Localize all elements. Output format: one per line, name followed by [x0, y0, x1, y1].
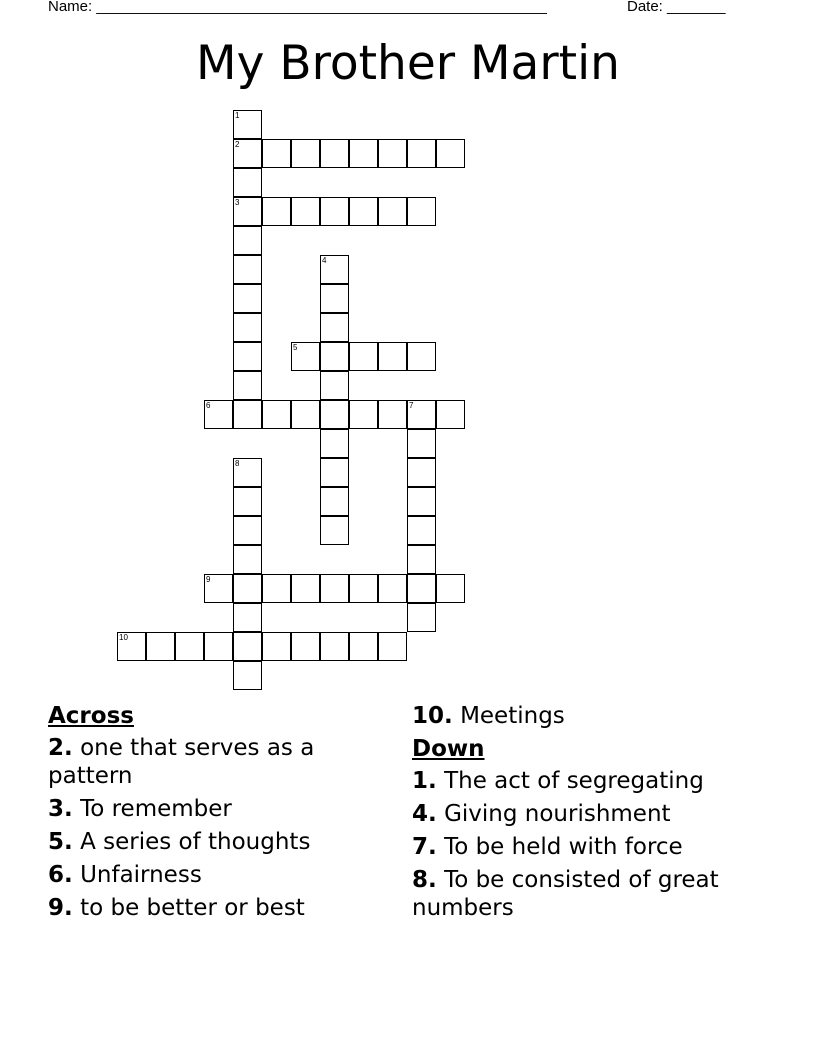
- grid-cell[interactable]: [378, 400, 407, 429]
- clue-text: to be better or best: [80, 895, 305, 921]
- grid-cell[interactable]: [378, 197, 407, 226]
- down-clue: [412, 833, 772, 861]
- cell-number: 3: [235, 198, 240, 207]
- grid-cell[interactable]: [320, 371, 349, 400]
- clue-number: 3.: [48, 796, 73, 822]
- grid-cell[interactable]: [204, 632, 233, 661]
- cell-number: 4: [322, 256, 327, 265]
- clues-left-column: [48, 702, 368, 927]
- clue-text: Giving nourishment: [444, 801, 671, 827]
- down-clue: [412, 800, 772, 828]
- grid-cell[interactable]: [407, 458, 436, 487]
- grid-cell[interactable]: [291, 342, 320, 371]
- grid-cell[interactable]: [436, 139, 465, 168]
- grid-cell[interactable]: [349, 632, 378, 661]
- clue-text: Meetings: [460, 703, 565, 729]
- grid-cell[interactable]: [291, 197, 320, 226]
- grid-cell[interactable]: [204, 574, 233, 603]
- grid-cell[interactable]: [349, 197, 378, 226]
- clue-text: one that serves as a pattern: [48, 735, 315, 789]
- grid-cell[interactable]: [320, 255, 349, 284]
- grid-cell[interactable]: [320, 139, 349, 168]
- clue-text: A series of thoughts: [80, 829, 311, 855]
- grid-cell[interactable]: [233, 458, 262, 487]
- cell-number: 2: [235, 140, 240, 149]
- name-field-label: Name: ______________________________________________________: [48, 0, 547, 15]
- grid-cell[interactable]: [233, 545, 262, 574]
- clue-number: 8.: [412, 867, 437, 893]
- down-heading: Down: [412, 736, 485, 762]
- grid-cell[interactable]: [233, 139, 262, 168]
- down-clue: [412, 866, 772, 922]
- grid-cell[interactable]: [378, 632, 407, 661]
- grid-cell[interactable]: [233, 226, 262, 255]
- grid-cell[interactable]: [233, 371, 262, 400]
- grid-cell[interactable]: [407, 487, 436, 516]
- clue-number: 10.: [412, 703, 453, 729]
- grid-cell[interactable]: [233, 284, 262, 313]
- clue-text: To be consisted of great numbers: [412, 867, 719, 921]
- grid-cell[interactable]: [262, 197, 291, 226]
- cell-number: 1: [235, 111, 240, 120]
- grid-cell[interactable]: [146, 632, 175, 661]
- clue-text: The act of segregating: [444, 768, 704, 794]
- grid-cell[interactable]: [407, 400, 436, 429]
- across-clue: [48, 795, 368, 823]
- grid-cell[interactable]: [233, 313, 262, 342]
- grid-cell[interactable]: [320, 516, 349, 545]
- grid-cell[interactable]: [407, 139, 436, 168]
- grid-cell[interactable]: [233, 574, 262, 603]
- grid-cell[interactable]: [233, 516, 262, 545]
- grid-cell[interactable]: [291, 400, 320, 429]
- cell-number: 6: [206, 401, 211, 410]
- grid-cell[interactable]: [233, 487, 262, 516]
- grid-cell[interactable]: [233, 197, 262, 226]
- grid-cell[interactable]: [233, 342, 262, 371]
- grid-cell[interactable]: [117, 632, 146, 661]
- grid-cell[interactable]: [407, 342, 436, 371]
- across-heading: Across: [48, 703, 134, 729]
- clue-number: 5.: [48, 829, 73, 855]
- grid-cell[interactable]: [291, 574, 320, 603]
- grid-cell[interactable]: [436, 574, 465, 603]
- grid-cell[interactable]: [233, 632, 262, 661]
- across-clue: [48, 894, 368, 922]
- grid-cell[interactable]: [262, 139, 291, 168]
- clue-text: To remember: [80, 796, 232, 822]
- grid-cell[interactable]: [436, 400, 465, 429]
- grid-cell[interactable]: [262, 574, 291, 603]
- grid-cell[interactable]: [320, 342, 349, 371]
- grid-cell[interactable]: [378, 342, 407, 371]
- grid-cell[interactable]: [291, 139, 320, 168]
- across-clue: [48, 734, 368, 790]
- clue-number: 2.: [48, 735, 73, 761]
- across-clue: [412, 702, 772, 730]
- grid-cell[interactable]: [262, 632, 291, 661]
- grid-cell[interactable]: [320, 632, 349, 661]
- grid-cell[interactable]: [291, 632, 320, 661]
- grid-cell[interactable]: [233, 110, 262, 139]
- grid-cell[interactable]: [233, 603, 262, 632]
- grid-cell[interactable]: [407, 516, 436, 545]
- clue-number: 6.: [48, 862, 73, 888]
- grid-cell[interactable]: [233, 661, 262, 690]
- cell-number: 9: [206, 575, 211, 584]
- grid-cell[interactable]: [407, 429, 436, 458]
- grid-cell[interactable]: [175, 632, 204, 661]
- grid-cell[interactable]: [349, 574, 378, 603]
- grid-cell[interactable]: [349, 139, 378, 168]
- clue-number: 1.: [412, 768, 437, 794]
- down-clue: [412, 767, 772, 795]
- date-field-label: Date: _______: [627, 0, 726, 15]
- grid-cell[interactable]: [320, 458, 349, 487]
- grid-cell[interactable]: [320, 313, 349, 342]
- grid-cell[interactable]: [407, 603, 436, 632]
- page-title: My Brother Martin: [196, 36, 620, 91]
- grid-cell[interactable]: [320, 400, 349, 429]
- cell-number: 5: [293, 343, 298, 352]
- across-clue: [48, 861, 368, 889]
- grid-cell[interactable]: [349, 342, 378, 371]
- clues-right-column: [412, 702, 772, 927]
- cell-number: 7: [409, 401, 414, 410]
- grid-cell[interactable]: [378, 139, 407, 168]
- grid-cell[interactable]: [320, 429, 349, 458]
- grid-cell[interactable]: [349, 400, 378, 429]
- grid-cell[interactable]: [407, 545, 436, 574]
- clue-number: 9.: [48, 895, 73, 921]
- grid-cell[interactable]: [320, 574, 349, 603]
- clue-number: 4.: [412, 801, 437, 827]
- grid-cell[interactable]: [320, 197, 349, 226]
- grid-cell[interactable]: [262, 400, 291, 429]
- grid-cell[interactable]: [233, 255, 262, 284]
- cell-number: 10: [119, 633, 128, 642]
- grid-cell[interactable]: [204, 400, 233, 429]
- clue-text: Unfairness: [80, 862, 202, 888]
- across-clue: [48, 828, 368, 856]
- grid-cell[interactable]: [407, 574, 436, 603]
- grid-cell[interactable]: [320, 487, 349, 516]
- grid-cell[interactable]: [233, 400, 262, 429]
- clue-number: 7.: [412, 834, 437, 860]
- grid-cell[interactable]: [407, 197, 436, 226]
- grid-cell[interactable]: [233, 168, 262, 197]
- grid-cell[interactable]: [378, 574, 407, 603]
- clue-text: To be held with force: [444, 834, 683, 860]
- grid-cell[interactable]: [320, 284, 349, 313]
- cell-number: 8: [235, 459, 240, 468]
